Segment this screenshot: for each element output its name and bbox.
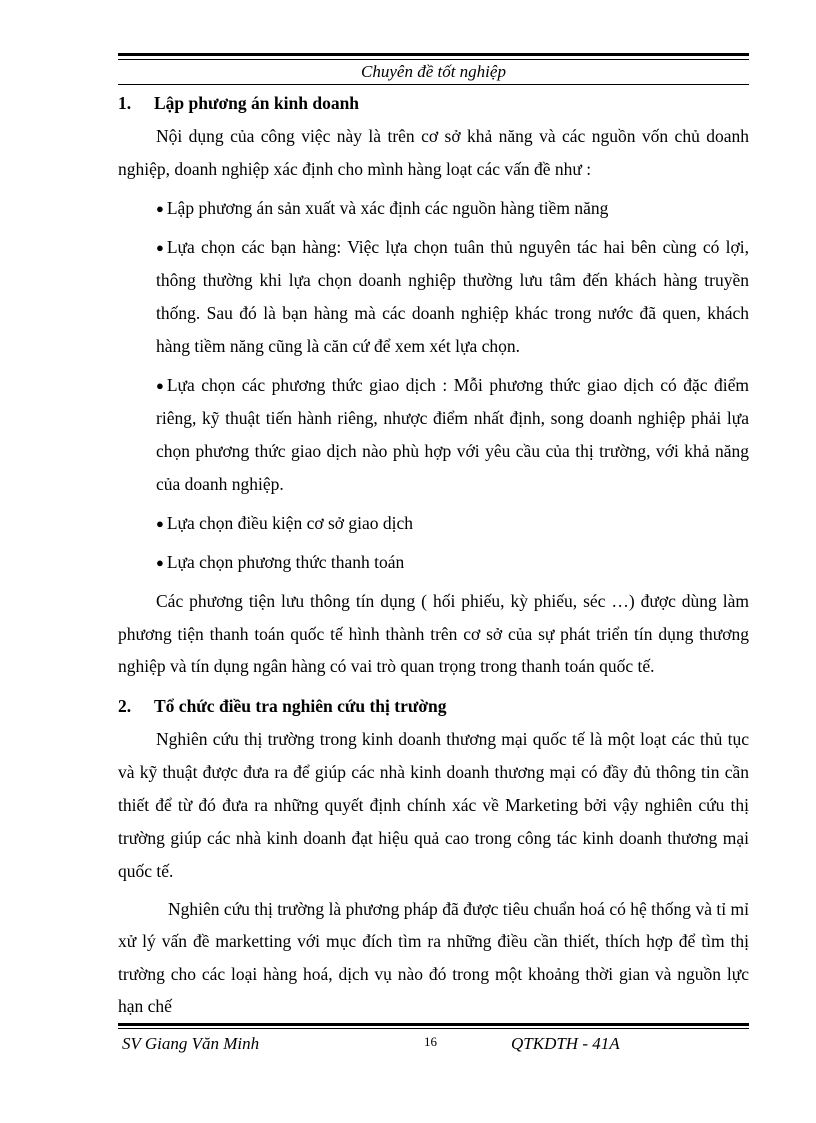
footer-class-code: QTKDTH - 41A xyxy=(511,1034,620,1053)
bullet-item xyxy=(118,546,749,579)
bullet-item xyxy=(118,507,749,540)
section-2-title: Tổ chức điều tra nghiên cứu thị trường xyxy=(154,695,447,716)
header-rule-thick xyxy=(118,53,749,56)
footer-rule-thin xyxy=(118,1028,749,1029)
section-1-number: 1. xyxy=(118,93,132,113)
footer-rule-thick xyxy=(118,1023,749,1026)
section-1-heading xyxy=(118,86,749,120)
bullet-item xyxy=(118,231,749,363)
bullet-icon: ● xyxy=(156,201,164,216)
bullet-icon: ● xyxy=(156,378,164,393)
page-footer xyxy=(118,1033,749,1055)
bullet-text: Lựa chọn điều kiện cơ sở giao dịch xyxy=(166,513,414,533)
header-rule-thin xyxy=(118,59,749,60)
footer-page-number: 16 xyxy=(424,1034,437,1049)
running-header-title: Chuyên đề tốt nghiệp xyxy=(361,62,506,81)
bullet-item xyxy=(118,192,749,225)
bullet-item xyxy=(118,369,749,501)
section-1-closing: Các phương tiện lưu thông tín dụng ( hối phiếu, kỳ phiếu, séc …) được dùng làm phương tiện thanh toán quốc tế hình thành trên cơ sở của sự phát triển tín dụng thương nghiệp và tín dụng ngân hàng có vai trò quan trọng trong thanh toán quốc tế. xyxy=(118,591,749,676)
bullet-text: Lập phương án sản xuất và xác định các nguồn hàng tiềm năng xyxy=(166,198,609,218)
bullet-icon: ● xyxy=(156,516,164,531)
section-2-number: 2. xyxy=(118,695,132,716)
bullet-icon: ● xyxy=(156,240,164,255)
section-1-intro: Nội dụng của công việc này là trên cơ sở khả năng và các nguồn vốn chủ doanh nghiệp, doanh nghiệp xác định cho mình hàng loạt các vấn đề như : xyxy=(118,126,749,179)
section-2-paragraph-1: Nghiên cứu thị trường trong kinh doanh thương mại quốc tế là một loạt các thủ tục và kỹ thuật được đưa ra để giúp các nhà kinh doanh thương mại có đầy đủ thông tin cần thiết để từ đó đưa ra những quyết định chính xác về Marketing bởi vậy nghiên cứu thị trường giúp các nhà kinh doanh đạt hiệu quả cao trong công tác kinh doanh thương mại quốc tế. xyxy=(118,728,749,881)
section-2-paragraph-2: Nghiên cứu thị trường là phương pháp đã được tiêu chuẩn hoá có hệ thống và tỉ mỉ xử lý vấn đề marketting với mục đích tìm ra những điều cần thiết, thích hợp để tìm thị trường cho các loại hàng hoá, dịch vụ nào đó trong một khoảng thời gian và nguồn lực hạn chế xyxy=(118,898,749,1016)
footer-student-name: SV Giang Văn Minh xyxy=(122,1034,260,1053)
header-underline xyxy=(118,84,749,85)
page-body xyxy=(118,86,749,1023)
bullet-text: Lựa chọn các bạn hàng: Việc lựa chọn tuân thủ nguyên tác hai bên cùng có lợi, thông thường khi lựa chọn doanh nghiệp thường lưu tâm đến khách hàng truyền thống. Sau đó là bạn hàng mà các doanh nghiệp khác trong nước đã quen, khách hàng tiềm năng cũng là căn cứ để xem xét lựa chọn. xyxy=(156,237,749,356)
bullet-text: Lựa chọn phương thức thanh toán xyxy=(166,552,405,572)
bullet-text: Lựa chọn các phương thức giao dịch : Mỗi phương thức giao dịch có đặc điểm riêng, kỹ thuật tiến hành riêng, nhược điểm nhất định, song doanh nghiệp phải lựa chọn phương thức giao dịch nào phù hợp với yêu cầu của thị trường, với khả năng của doanh nghiệp. xyxy=(156,375,749,494)
section-1-title: Lập phương án kinh doanh xyxy=(154,93,360,113)
section-2-heading xyxy=(118,689,749,723)
bullet-icon: ● xyxy=(156,555,164,570)
